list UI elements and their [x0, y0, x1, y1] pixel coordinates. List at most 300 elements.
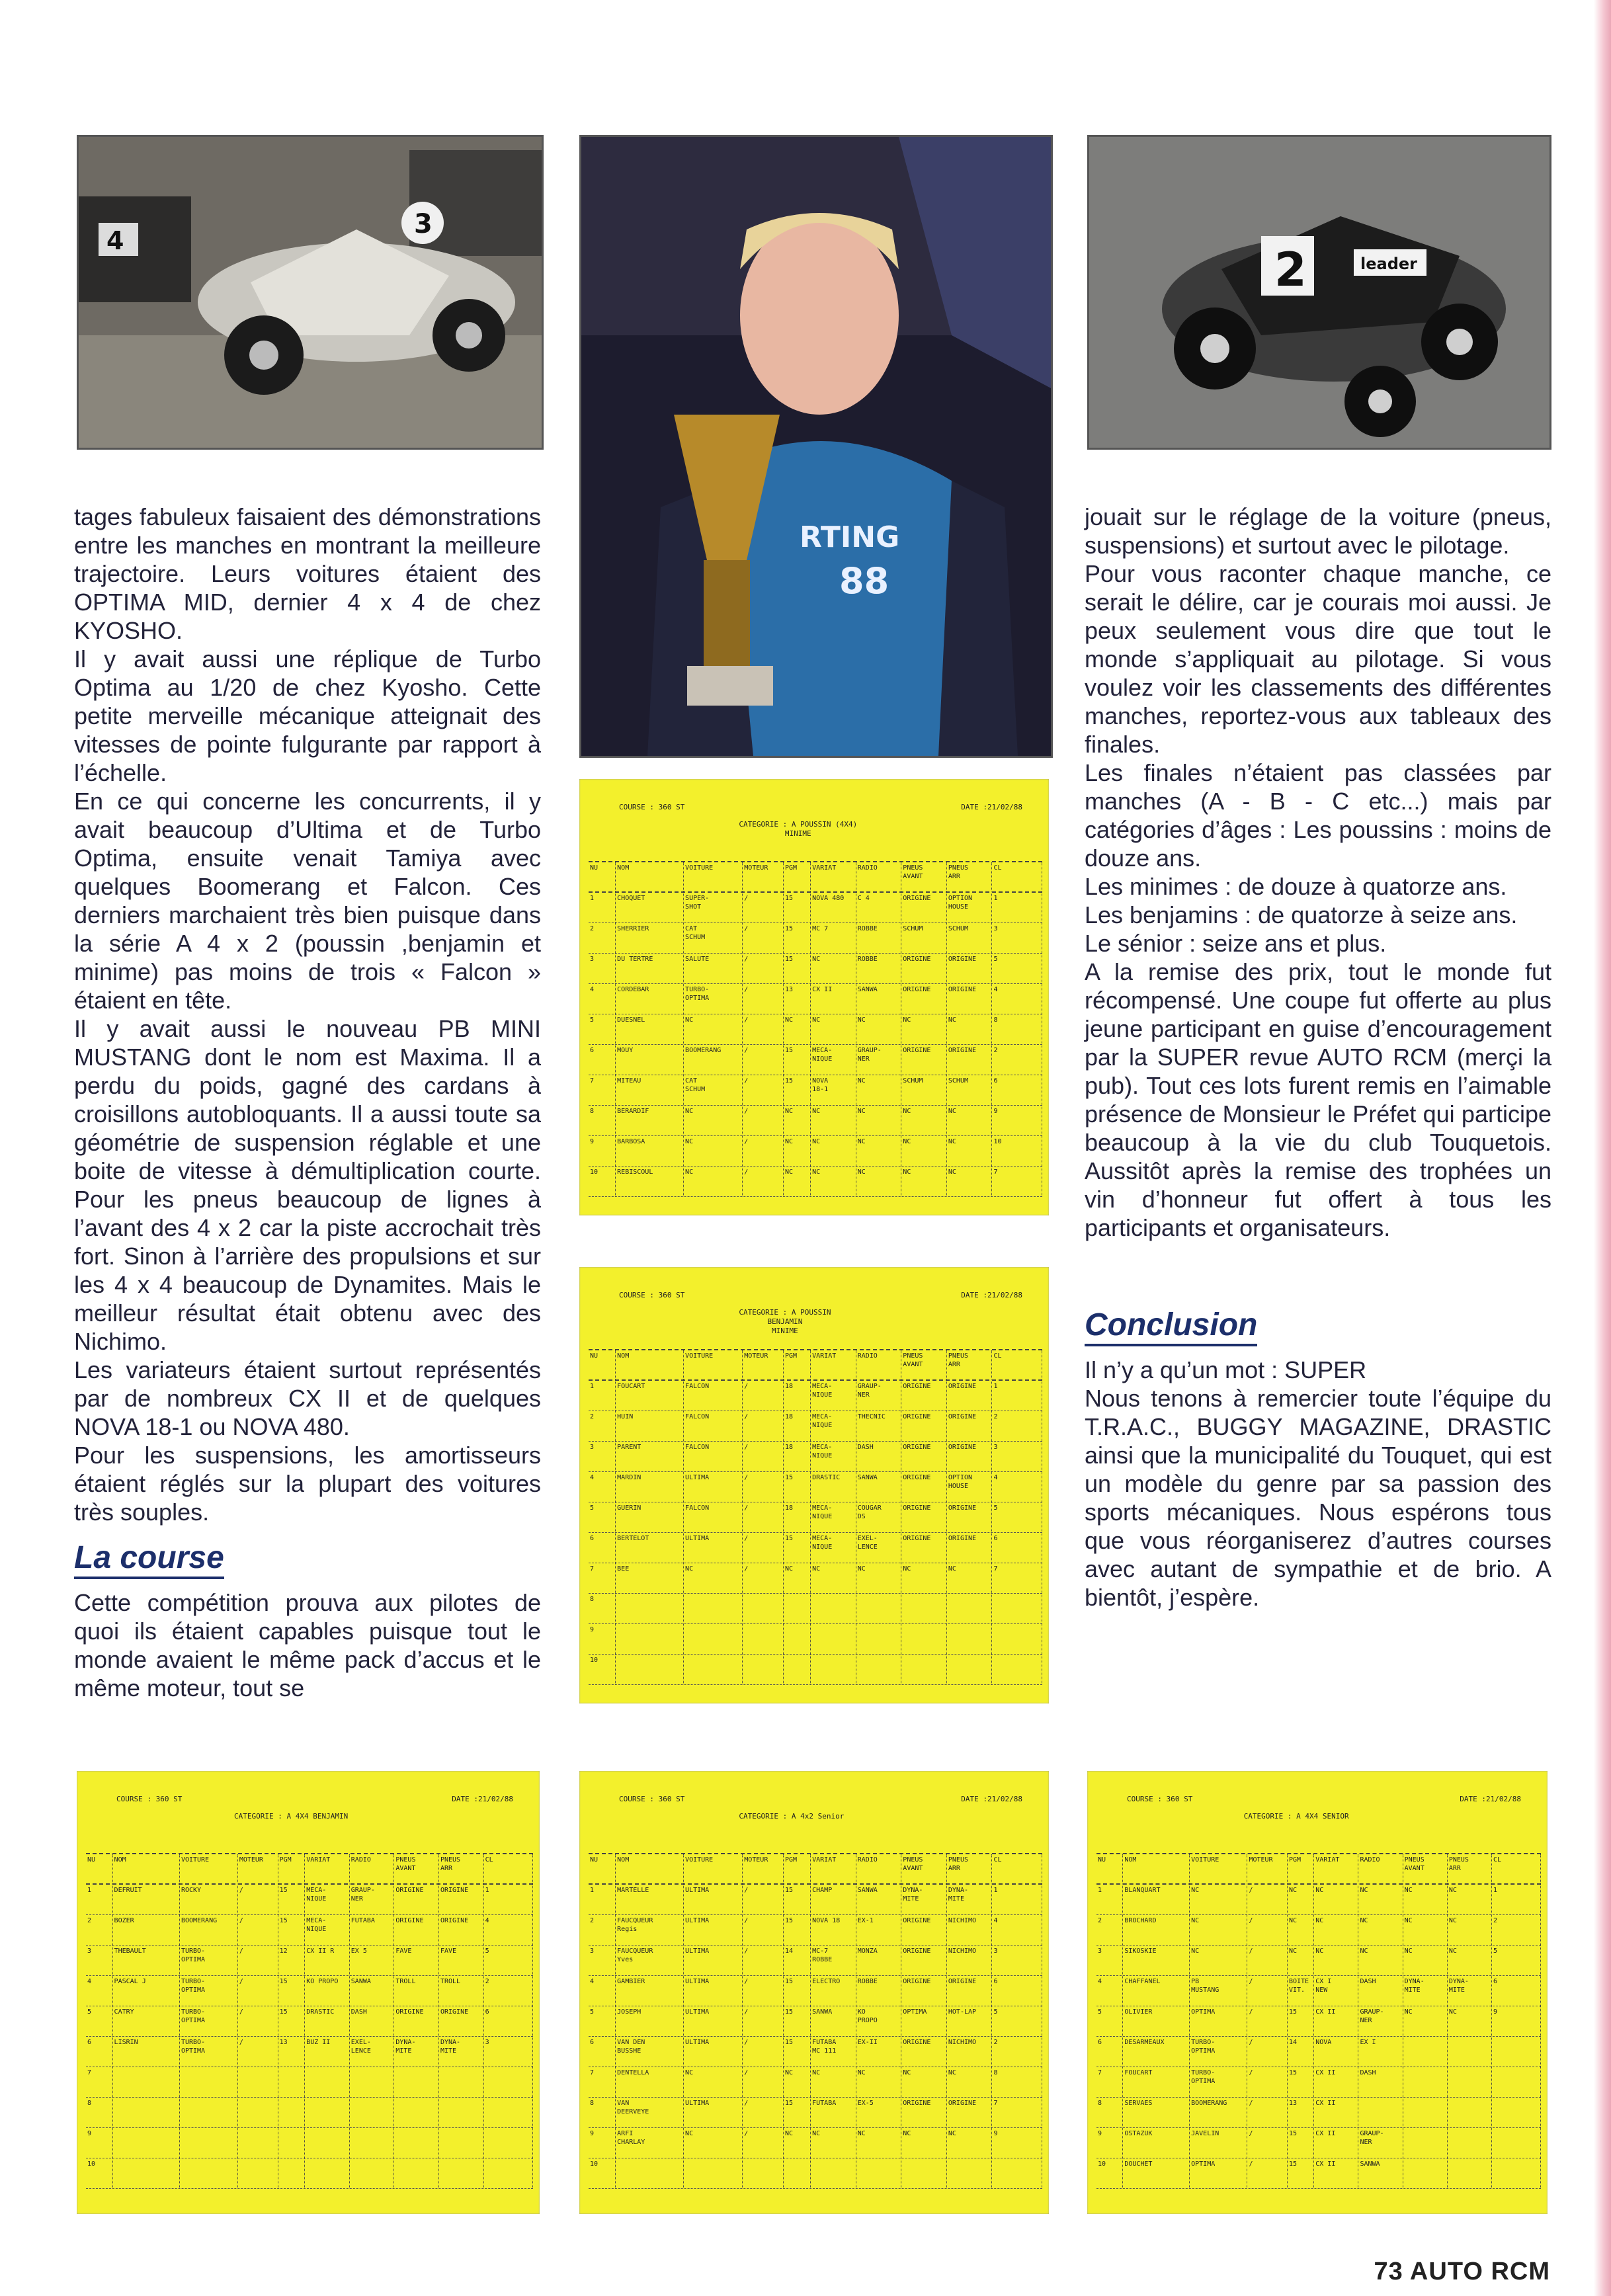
table-cell: SHERRIER [616, 923, 684, 953]
table-cell: / [743, 1167, 784, 1196]
column-header: PNEUS ARR [947, 1854, 993, 1883]
column-header: VARIAT [305, 1854, 350, 1883]
table-cell: DUESNEL [616, 1014, 684, 1044]
table-header-block [1087, 1771, 1548, 1850]
column-header: VARIAT [1314, 1854, 1358, 1883]
table-cell: FUTABA MC 111 [811, 2037, 856, 2067]
table-date: DATE :21/02/88 [961, 1291, 1022, 1299]
table-cell: / [743, 1106, 784, 1135]
table-cell: 3 [992, 1946, 1042, 1975]
table-row [1096, 2128, 1541, 2158]
table-cell [1448, 2037, 1492, 2067]
table-cell: 15 [784, 2006, 811, 2036]
table-cell: DYNA- MITE [947, 1885, 993, 1914]
table-cell [305, 2067, 350, 2097]
table-column-headers [589, 861, 1042, 893]
table-cell: NOVA 480 [811, 893, 856, 922]
table-cell: NC [784, 1563, 811, 1593]
paragraph: Les variateurs étaient surtout représentés par de nombreux CX II et de quelques NOVA 18-1 ou NOVA 480. [74, 1356, 541, 1440]
table-cell [439, 2067, 484, 2097]
table-row [589, 2006, 1042, 2037]
table-cell: FALCON [684, 1502, 743, 1532]
table-cell: / [743, 2037, 784, 2067]
table-cell: JOSEPH [616, 2006, 684, 2036]
column-header: PNEUS ARR [947, 1350, 993, 1379]
table-cell: GAMBIER [616, 1976, 684, 2006]
table-row [589, 2067, 1042, 2098]
table-cell: ORIGINE [901, 954, 947, 983]
table-cell: SCHUM [947, 923, 993, 953]
table-course: COURSE : 360 ST [1127, 1795, 1193, 1803]
table-cell [947, 1655, 993, 1684]
table-cell: FUTABA [811, 2098, 856, 2127]
table-cell: ULTIMA [684, 1533, 743, 1563]
table-cell: 6 [1096, 2037, 1123, 2067]
table-cell: ORIGINE [394, 1915, 439, 1945]
svg-text:3: 3 [414, 209, 433, 239]
table-cell [305, 2098, 350, 2127]
table-cell [439, 2128, 484, 2158]
table-cell: SCHUM [901, 1075, 947, 1105]
table-cell [1492, 2128, 1541, 2158]
table-cell: 6 [992, 1533, 1042, 1563]
column-header: RADIO [856, 862, 902, 891]
table-cell: / [743, 1411, 784, 1441]
table-cell: SIKOSKIE [1123, 1946, 1190, 1975]
table-cell: 15 [784, 1045, 811, 1075]
table-column-headers [1096, 1853, 1541, 1885]
table-cell: / [238, 1915, 278, 1945]
table-cell: 4 [589, 1472, 616, 1502]
column-header: PNEUS AVANT [901, 1854, 947, 1883]
table-cell: 15 [784, 1976, 811, 2006]
table-cell: 2 [484, 1976, 533, 2006]
table-cell: 4 [992, 1915, 1042, 1945]
table-cell [992, 2158, 1042, 2188]
table-cell: OLIVIER [1123, 2006, 1190, 2036]
table-cell: PASCAL J [113, 1976, 180, 2006]
table-cell [856, 1594, 902, 1623]
table-cell: FAVE [394, 1946, 439, 1975]
table-cell: TURBO- OPTIMA [180, 1946, 238, 1975]
table-cell: 1 [589, 1381, 616, 1411]
table-cell: SUPER- SHOT [684, 893, 743, 922]
paragraph: Il y avait aussi le nouveau PB MINI MUSTANG dont le nom est Maxima. Il a perdu du poids, gagné des cardans à croisillons autobloquants. Il a aussi toute sa géométrie de suspension réglable et une boite de vitesse à démultiplication courte. Pour les pneus beaucoup de lignes à l’avant des 4 x 2 car la piste accrochait très fort. Sinon à l’arrière des propulsions et sur les 4 x 4 beaucoup de Dynamites. Mais le meilleur résultat était obtenu avec des Nichimo. [74, 1015, 541, 1355]
table-cell: OPTIMA [901, 2006, 947, 2036]
table-cell: 15 [278, 1885, 306, 1914]
table-cell: MECA- NIQUE [811, 1411, 856, 1441]
paragraph: Pour les suspensions, les amortisseurs étaient réglés sur la plupart des voitures très souples. [74, 1442, 541, 1526]
table-cell: ORIGINE [394, 1885, 439, 1914]
table-cell: LISRIN [113, 2037, 180, 2067]
table-cell: OPTIMA [1190, 2158, 1247, 2188]
table-cell: 2 [589, 1411, 616, 1441]
table-cell: 13 [784, 984, 811, 1014]
table-cell: NC [811, 2128, 856, 2158]
column-header: RADIO [856, 1854, 902, 1883]
table-cell: FAUCQUEUR Yves [616, 1946, 684, 1975]
table-cell [394, 2158, 439, 2188]
table-cell [616, 2158, 684, 2188]
column-header: PGM [784, 1350, 811, 1379]
table-cell: 5 [589, 2006, 616, 2036]
table-cell: GRAUP- NER [350, 1885, 395, 1914]
table-cell: / [743, 2067, 784, 2097]
table-cell: NC [1403, 2006, 1448, 2036]
table-row [589, 1167, 1042, 1197]
table-cell: CX II [1314, 2098, 1358, 2127]
table-cell: SALUTE [684, 954, 743, 983]
table-cell [784, 1594, 811, 1623]
table-cell: 10 [589, 1655, 616, 1684]
table-4x4-senior [1087, 1771, 1548, 2214]
table-cell: / [238, 1946, 278, 1975]
table-cell: NC [684, 1563, 743, 1593]
column-header: PGM [278, 1854, 306, 1883]
table-cell: 2 [589, 1915, 616, 1945]
table-cell: FAVE [439, 1946, 484, 1975]
table-cell: PARENT [616, 1442, 684, 1471]
column-header: VARIAT [811, 1350, 856, 1379]
table-cell: 13 [278, 2037, 306, 2067]
column-header: RADIO [856, 1350, 902, 1379]
table-cell: EX 5 [350, 1946, 395, 1975]
table-course: COURSE : 360 ST [619, 1291, 685, 1299]
table-cell [684, 1624, 743, 1654]
table-cell: 2 [992, 2037, 1042, 2067]
table-cell: / [743, 1885, 784, 1914]
table-row [589, 1533, 1042, 1563]
table-cell: / [743, 1533, 784, 1563]
table-cell: / [743, 1075, 784, 1105]
column-header: VOITURE [180, 1854, 238, 1883]
table-cell: HOT-LAP [947, 2006, 993, 2036]
column-header: VOITURE [684, 1854, 743, 1883]
table-cell: FUTABA [350, 1915, 395, 1945]
table-cell: 8 [589, 1594, 616, 1623]
table-cell: BERARDIF [616, 1106, 684, 1135]
table-cell [394, 2098, 439, 2127]
table-cell: DENTELLA [616, 2067, 684, 2097]
table-cell: CX II [1314, 2067, 1358, 2097]
table-cell: NC [1448, 1885, 1492, 1914]
table-cell [784, 2158, 811, 2188]
table-cell: NC [811, 1563, 856, 1593]
table-cell: BLANQUART [1123, 1885, 1190, 1914]
table-cell: MONZA [856, 1946, 902, 1975]
table-cell: ORIGINE [901, 2037, 947, 2067]
table-cell: / [743, 1045, 784, 1075]
table-cell: 8 [86, 2098, 113, 2127]
table-cell: NC [1403, 1915, 1448, 1945]
table-cell: NC [784, 1014, 811, 1044]
table-cell [992, 1624, 1042, 1654]
paragraph: Pour vous raconter chaque manche, ce serait le délire, car je courais moi aussi. Je peux seulement vous dire que tout le monde s’appliquait au pilotage. Si vous voulez voir les classements des différentes manches, reportez-vous aux tableaux des finales. [1085, 560, 1551, 758]
table-cell: NC [947, 1563, 993, 1593]
table-cell: BOOMERANG [684, 1045, 743, 1075]
table-cell: 1 [1096, 1885, 1123, 1914]
table-row [589, 1472, 1042, 1502]
table-cell [180, 2158, 238, 2188]
table-cell [350, 2098, 395, 2127]
table-cell [1492, 2067, 1541, 2097]
table-cell [1403, 2128, 1448, 2158]
table-row [1096, 2098, 1541, 2128]
paragraph: En ce qui concerne les concurrents, il y avait beaucoup d’Ultima et de Turbo Optima, ensuite venait Tamiya avec quelques Boomerang et Falcon. Ces derniers marchaient très bien puisque dans la série A 4 x 2 (poussin ,benjamin et minime) pas moins de trois « Falcon » étaient en tête. [74, 788, 541, 1014]
table-cell: ROBBE [856, 1976, 902, 2006]
column-header: CL [992, 862, 1042, 891]
table-cell: 9 [589, 1624, 616, 1654]
table-cell: ORIGINE [901, 1411, 947, 1441]
table-cell [811, 1624, 856, 1654]
table-cell: / [1247, 1946, 1287, 1975]
table-cell [616, 1624, 684, 1654]
table-cell: 5 [589, 1014, 616, 1044]
table-cell: 6 [86, 2037, 113, 2067]
table-cell: ORIGINE [901, 1472, 947, 1502]
table-cell: ORIGINE [947, 2098, 993, 2127]
table-cell: 4 [484, 1915, 533, 1945]
table-cell: 1 [589, 893, 616, 922]
table-cell: NC [901, 1563, 947, 1593]
table-cell: EX-5 [856, 2098, 902, 2127]
table-course: COURSE : 360 ST [619, 1795, 685, 1803]
table-cell [238, 2128, 278, 2158]
table-row [86, 2067, 533, 2098]
table-cell: TURBO- OPTIMA [684, 984, 743, 1014]
table-cell [238, 2098, 278, 2127]
table-cell: NICHIMO [947, 1946, 993, 1975]
table-cell [616, 1594, 684, 1623]
table-row [589, 1136, 1042, 1167]
table-cell: 13 [1288, 2098, 1314, 2127]
table-cell: 4 [86, 1976, 113, 2006]
table-cell: / [743, 1381, 784, 1411]
table-cell [1492, 2158, 1541, 2188]
table-cell: BARBOSA [616, 1136, 684, 1166]
table-row [589, 1915, 1042, 1946]
table-cell [743, 1624, 784, 1654]
table-cell: / [743, 923, 784, 953]
table-cell: 6 [484, 2006, 533, 2036]
table-cell [278, 2128, 306, 2158]
table-categorie: CATEGORIE : A POUSSIN (4X4) MINIME [739, 820, 858, 838]
table-cell: CX II [1314, 2158, 1358, 2188]
table-cell: EXEL- LENCE [350, 2037, 395, 2067]
table-cell: MOUY [616, 1045, 684, 1075]
table-cell: SCHUM [947, 1075, 993, 1105]
table-cell [1492, 2098, 1541, 2127]
table-cell: NC [901, 1106, 947, 1135]
table-cell: NC [1358, 1915, 1403, 1945]
table-cell: BROCHARD [1123, 1915, 1190, 1945]
table-cell: NC [1288, 1885, 1314, 1914]
table-row [1096, 2067, 1541, 2098]
table-cell: 1 [992, 1381, 1042, 1411]
table-cell: / [743, 1502, 784, 1532]
table-cell [992, 1655, 1042, 1684]
column-header: PNEUS AVANT [901, 1350, 947, 1379]
table-cell [901, 1594, 947, 1623]
table-cell: 7 [86, 2067, 113, 2097]
table-cell: ORIGINE [901, 2098, 947, 2127]
table-cell: CATRY [113, 2006, 180, 2036]
table-cell [616, 1655, 684, 1684]
table-cell: / [1247, 1885, 1287, 1914]
table-cell: 6 [589, 1045, 616, 1075]
table-cell: GRAUP- NER [1358, 2006, 1403, 2036]
table-cell: OSTAZUK [1123, 2128, 1190, 2158]
column-header: NOM [113, 1854, 180, 1883]
table-row [589, 1442, 1042, 1472]
table-cell: / [743, 954, 784, 983]
table-cell: 4 [992, 1472, 1042, 1502]
table-cell: NC [684, 1167, 743, 1196]
table-cell [180, 2067, 238, 2097]
table-cell: 15 [784, 954, 811, 983]
table-cell: 6 [1492, 1976, 1541, 2006]
table-cell: NICHIMO [947, 1915, 993, 1945]
table-cell: ORIGINE [439, 1885, 484, 1914]
column-header: PNEUS ARR [947, 862, 993, 891]
table-cell: 18 [784, 1442, 811, 1471]
table-cell: 1 [589, 1885, 616, 1914]
table-cell: 2 [1096, 1915, 1123, 1945]
table-grid [86, 1853, 533, 2189]
table-cell [1448, 2158, 1492, 2188]
table-cell: 15 [784, 1885, 811, 1914]
table-cell [743, 2158, 784, 2188]
table-cell: FAUCQUEUR Regis [616, 1915, 684, 1945]
table-cell: FALCON [684, 1381, 743, 1411]
table-cell: TURBO- OPTIMA [180, 2037, 238, 2067]
table-cell: NC [1403, 1946, 1448, 1975]
table-cell [113, 2158, 180, 2188]
table-cell [278, 2067, 306, 2097]
table-cell: ORIGINE [947, 1502, 993, 1532]
table-cell: ULTIMA [684, 1976, 743, 2006]
table-cell: NC [811, 1106, 856, 1135]
table-cell: 15 [278, 1915, 306, 1945]
table-cell: NICHIMO [947, 2037, 993, 2067]
table-cell: ORIGINE [439, 1915, 484, 1945]
table-cell: 1 [1492, 1885, 1541, 1914]
paragraph: Nous tenons à remercier toute l’équipe du T.R.A.C., BUGGY MAGAZINE, DRASTIC ainsi que la municipalité du Touquet, qui est un modèle du genre par sa passion des sports mécaniques. Nous espérons tous que vous réorganiserez d’autres courses avec autant de sympathie et de brio. A bientôt, j’espère. [1085, 1385, 1551, 1611]
table-cell: EX I [1358, 2037, 1403, 2067]
table-cell: NC [1314, 1885, 1358, 1914]
table-cell: / [1247, 1915, 1287, 1945]
table-cell: GRAUP- NER [856, 1045, 902, 1075]
table-cell [484, 2098, 533, 2127]
table-cell: / [743, 1136, 784, 1166]
photo-buggy-2 [1087, 135, 1551, 450]
table-cell: FOUCART [1123, 2067, 1190, 2097]
page-footer: 73 AUTO RCM [1374, 2258, 1550, 2285]
table-cell [901, 1655, 947, 1684]
table-poussin-4x4 [579, 779, 1049, 1215]
table-cell: NC [856, 1563, 902, 1593]
table-cell: 3 [484, 2037, 533, 2067]
table-cell [901, 1624, 947, 1654]
table-cell: 18 [784, 1381, 811, 1411]
table-cell: 18 [784, 1411, 811, 1441]
table-cell: ELECTRO [811, 1976, 856, 2006]
table-cell [947, 2158, 993, 2188]
table-cell: MECA- NIQUE [811, 1045, 856, 1075]
table-cell: TURBO- OPTIMA [180, 2006, 238, 2036]
table-cell: BEE [616, 1563, 684, 1593]
table-cell [278, 2158, 306, 2188]
table-cell: / [743, 1946, 784, 1975]
table-cell: 2 [589, 923, 616, 953]
column-header: VOITURE [1190, 1854, 1247, 1883]
table-cell: NOVA [1314, 2037, 1358, 2067]
table-cell: SANWA [811, 2006, 856, 2036]
table-categorie: CATEGORIE : A POUSSIN BENJAMIN MINIME [739, 1308, 831, 1335]
table-cell: 7 [992, 1167, 1042, 1196]
table-cell: DYNA- MITE [394, 2037, 439, 2067]
table-cell: C 4 [856, 893, 902, 922]
table-cell: NC [684, 2067, 743, 2097]
table-cell: DU TERTRE [616, 954, 684, 983]
table-row [86, 2098, 533, 2128]
table-cell: REBISCOUL [616, 1167, 684, 1196]
table-cell: / [238, 1976, 278, 2006]
table-grid [1096, 1853, 1541, 2189]
table-row [589, 1106, 1042, 1136]
table-cell: ORIGINE [901, 1442, 947, 1471]
table-cell: / [238, 1885, 278, 1914]
table-cell [1403, 2098, 1448, 2127]
column-header: NOM [616, 862, 684, 891]
table-cell: GRAUP- NER [856, 1381, 902, 1411]
table-cell: 8 [589, 1106, 616, 1135]
table-cell: NC [811, 2067, 856, 2097]
table-cell: NC [947, 1106, 993, 1135]
table-cell: BOOMERANG [180, 1915, 238, 1945]
column-header: PGM [784, 862, 811, 891]
table-cell: VAN DEN BUSSHE [616, 2037, 684, 2067]
table-cell: MECA- NIQUE [811, 1381, 856, 1411]
column-header: MOTEUR [743, 862, 784, 891]
table-cell: TROLL [439, 1976, 484, 2006]
table-cell: HUIN [616, 1411, 684, 1441]
table-header-block [77, 1771, 540, 1850]
table-row [589, 893, 1042, 923]
table-date: DATE :21/02/88 [961, 803, 1022, 811]
svg-text:88: 88 [839, 560, 889, 602]
table-cell: 6 [992, 1075, 1042, 1105]
table-cell: SANWA [1358, 2158, 1403, 2188]
table-course: COURSE : 360 ST [619, 803, 685, 811]
table-cell: CX II [811, 984, 856, 1014]
table-cell: 15 [784, 1915, 811, 1945]
table-cell: 7 [589, 1075, 616, 1105]
table-cell: 10 [1096, 2158, 1123, 2188]
table-cell [1448, 2067, 1492, 2097]
column-header: NOM [616, 1350, 684, 1379]
table-cell: 6 [589, 2037, 616, 2067]
table-cell: 5 [86, 2006, 113, 2036]
table-cell: ORIGINE [901, 984, 947, 1014]
heading-conclusion: Conclusion [1085, 1308, 1257, 1346]
table-cell: 8 [589, 2098, 616, 2127]
table-cell: DYNA- MITE [1448, 1976, 1492, 2006]
table-cell: MARTELLE [616, 1885, 684, 1914]
table-cell: 2 [1492, 1915, 1541, 1945]
table-cell: 15 [784, 2098, 811, 2127]
table-grid [589, 1349, 1042, 1685]
